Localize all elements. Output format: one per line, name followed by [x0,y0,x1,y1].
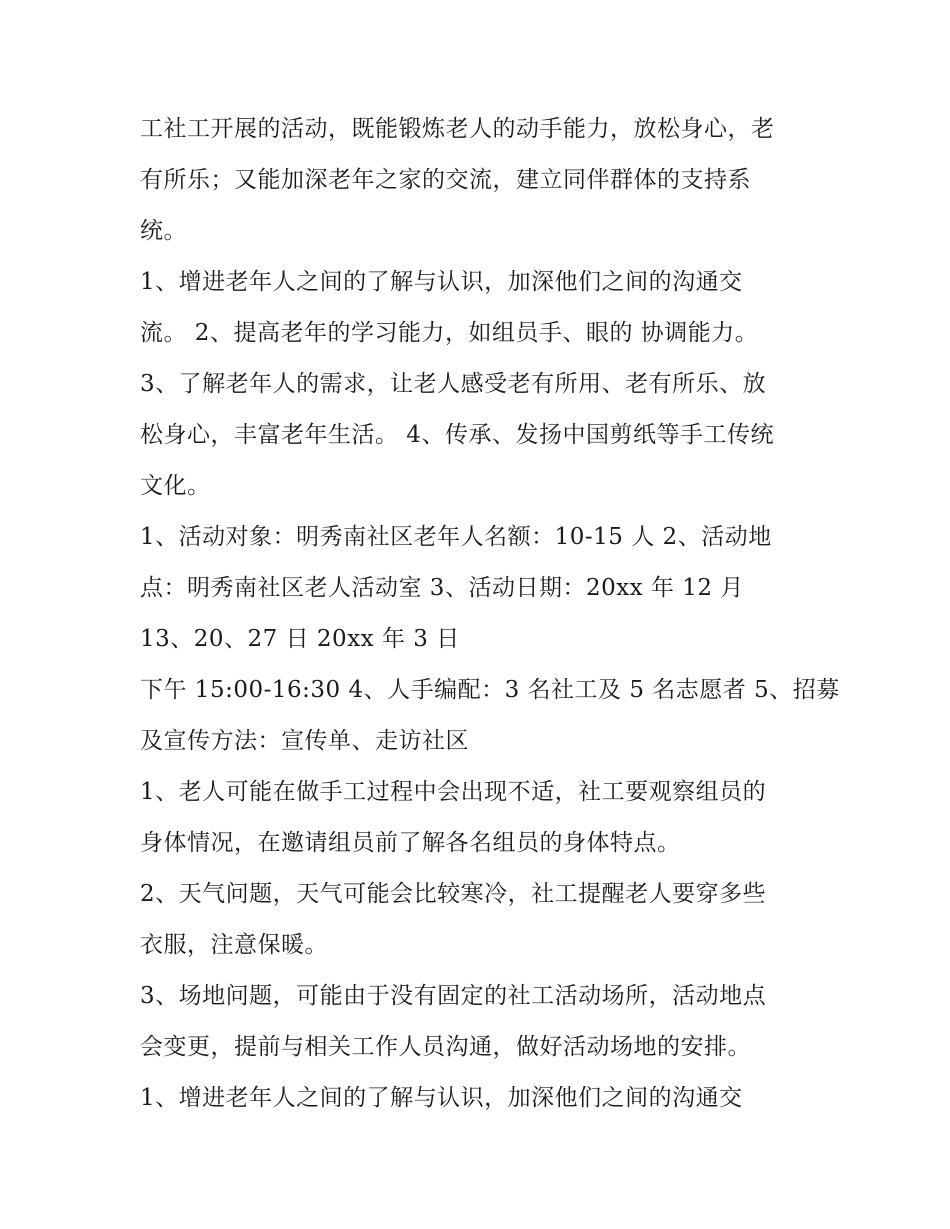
text-line: 13、20、27 日 20xx 年 3 日 [140,626,460,652]
text-line: 1、增进老年人之间的了解与认识，加深他们之间的沟通交 [140,1085,743,1111]
text-line: 衣服，注意保暖。 [140,932,328,958]
text-line: 流。 2、提高老年的学习能力，如组员手、眼的 协调能力。 [140,320,759,346]
text-line: 1、活动对象：明秀南社区老年人名额：10-15 人 2、活动地 [140,524,772,550]
text-line: 1、老人可能在做手工过程中会出现不适，社工要观察组员的 [140,779,767,805]
text-line: 3、了解老年人的需求，让老人感受老有所用、老有所乐、放 [140,371,767,397]
text-line: 点：明秀南社区老人活动室 3、活动日期：20xx 年 12 月 [140,575,744,601]
text-line: 松身心，丰富老年生活。 4、传承、发扬中国剪纸等手工传统 [140,422,774,448]
text-line: 工社工开展的活动，既能锻炼老人的动手能力，放松身心，老 [140,116,775,142]
text-line: 身体情况，在邀请组员前了解各名组员的身体特点。 [140,830,681,856]
text-line: 1、增进老年人之间的了解与认识，加深他们之间的沟通交 [140,269,743,295]
text-line: 下午 15:00-16:30 4、人手编配：3 名社工及 5 名志愿者 5、招募 [140,677,840,703]
text-line: 会变更，提前与相关工作人员沟通，做好活动场地的安排。 [140,1034,751,1060]
text-line: 及宣传方法：宣传单、走访社区 [140,728,469,754]
text-line: 3、场地问题，可能由于没有固定的社工活动场所，活动地点 [140,983,767,1009]
text-line: 2、天气问题，天气可能会比较寒冷，社工提醒老人要穿多些 [140,881,767,907]
document-body [140,104,840,1124]
text-line: 有所乐；又能加深老年之家的交流，建立同伴群体的支持系 [140,167,751,193]
text-line: 文化。 [140,473,211,499]
text-line: 统。 [140,218,187,244]
